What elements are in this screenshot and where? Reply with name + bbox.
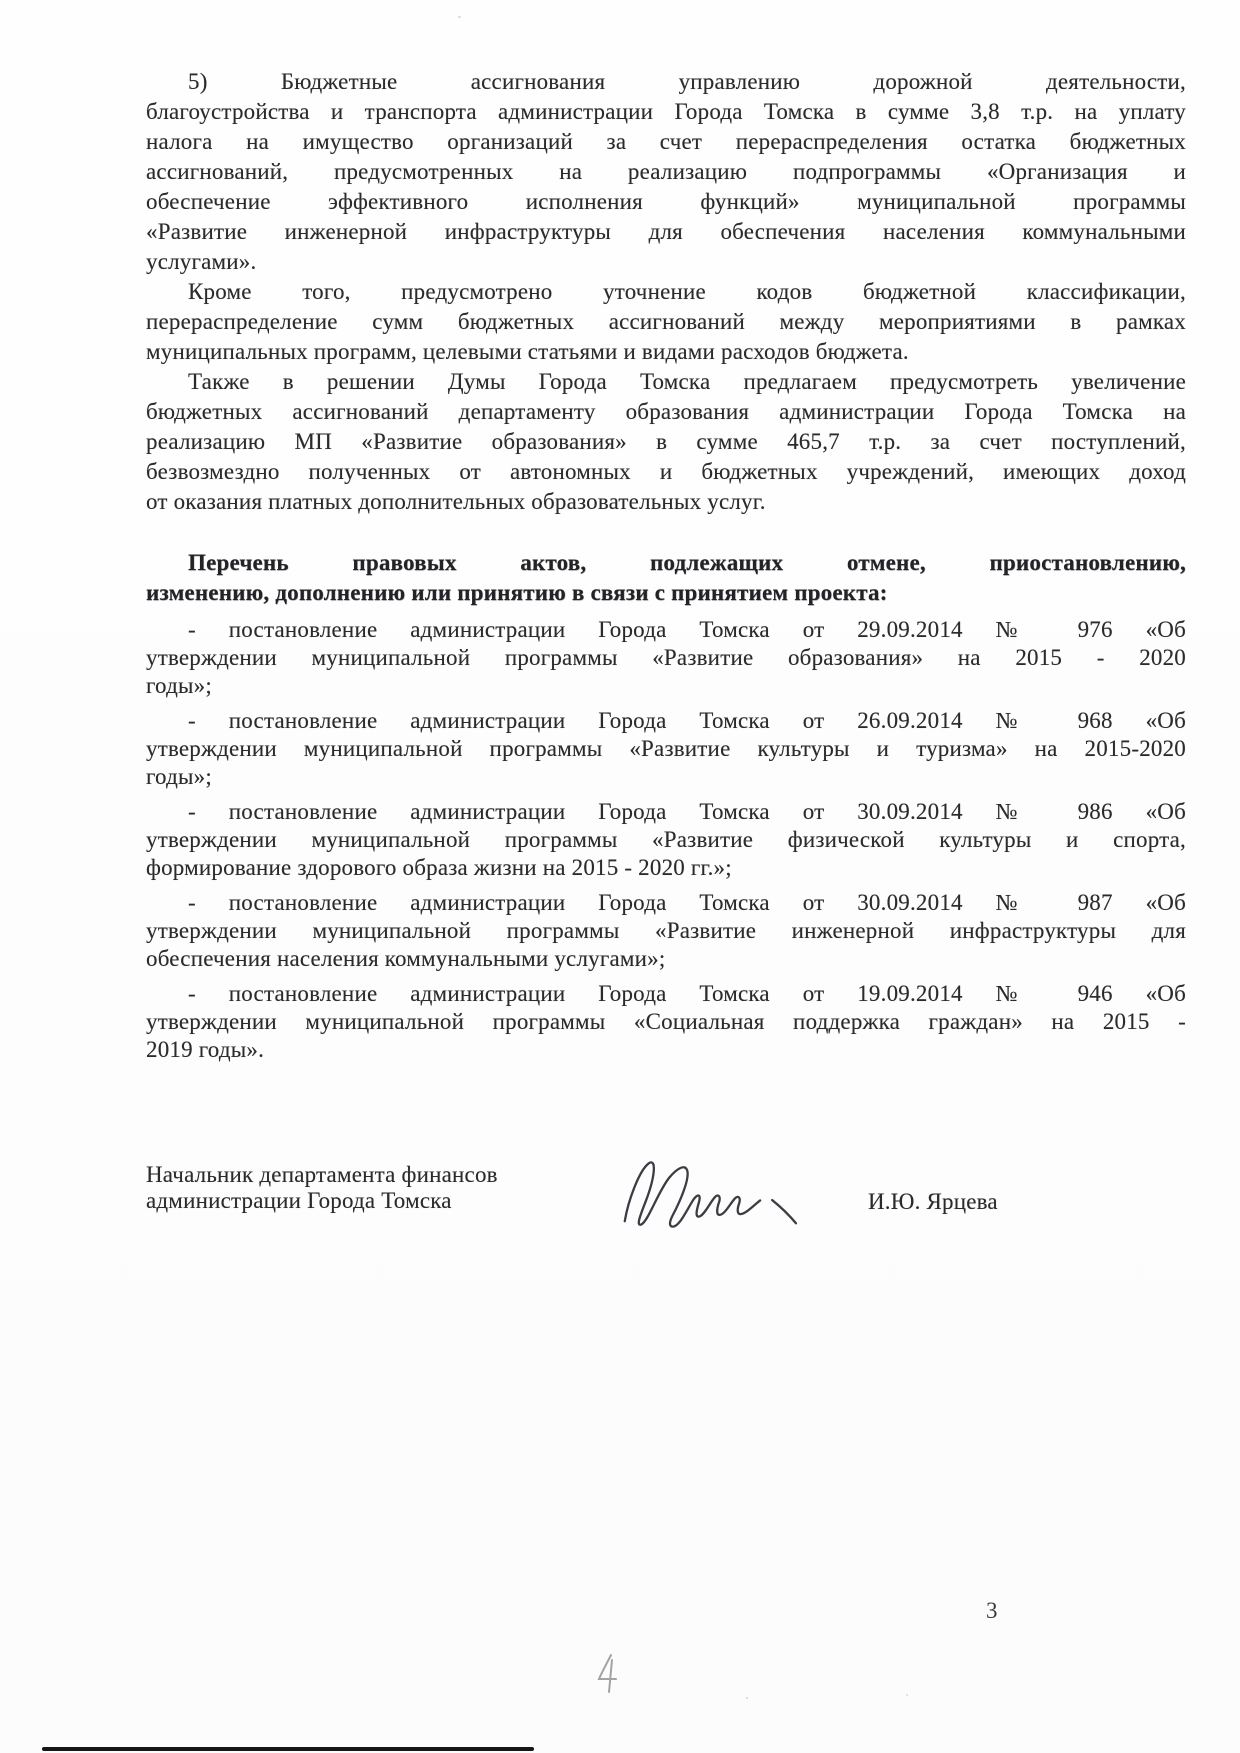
text-line: утверждении муниципальной программы «Развитие культуры и туризма» на 2015-2020	[146, 736, 1186, 761]
text-line: утверждении муниципальной программы «Социальная поддержка граждан» на 2015 -	[146, 1009, 1186, 1034]
text-line: - постановление администрации Города Томска от 26.09.2014 № 968 «Об	[188, 708, 1186, 733]
scan-speck	[458, 16, 461, 18]
signer-position-line: Начальник департамента финансов	[146, 1162, 498, 1187]
text-line: реализацию МП «Развитие образования» в сумме 465,7 т.р. за счет поступлений,	[146, 429, 1186, 454]
handwritten-page-number-icon	[597, 1653, 621, 1695]
handwritten-signature-icon	[614, 1147, 817, 1249]
text-line: годы»;	[146, 764, 212, 789]
list-item-resolution-987	[146, 889, 1186, 973]
text-line: - постановление администрации Города Томска от 19.09.2014 № 946 «Об	[188, 981, 1186, 1006]
text-line: - постановление администрации Города Томска от 30.09.2014 № 987 «Об	[188, 890, 1186, 915]
text-line: утверждении муниципальной программы «Развитие физической культуры и спорта,	[146, 827, 1186, 852]
text-line: Кроме того, предусмотрено уточнение кодов бюджетной классификации,	[188, 279, 1186, 304]
paragraph-budget-codes	[146, 277, 1186, 367]
legal-acts-list-heading	[146, 548, 1186, 608]
signer-position	[146, 1162, 606, 1214]
list-item-resolution-968	[146, 707, 1186, 791]
scan-speck	[746, 1697, 748, 1699]
text-line: перераспределение сумм бюджетных ассигнований между мероприятиями в рамках	[146, 309, 1186, 334]
paragraph-budget-allocations	[146, 67, 1186, 277]
text-line: обеспечение эффективного исполнения функций» муниципальной программы	[146, 189, 1186, 214]
document-text	[146, 67, 1186, 1071]
text-line: 5) Бюджетные ассигнования управлению дорожной деятельности,	[188, 69, 1186, 94]
heading-line: Перечень правовых актов, подлежащих отмене, приостановлению,	[188, 550, 1186, 575]
scan-speck	[906, 1694, 908, 1696]
text-line: муниципальных программ, целевыми статьями и видами расходов бюджета.	[146, 339, 909, 364]
list-item-resolution-976	[146, 616, 1186, 700]
paragraph-duma-proposal	[146, 367, 1186, 517]
text-line: - постановление администрации Города Томска от 30.09.2014 № 986 «Об	[188, 799, 1186, 824]
signer-position-line: администрации Города Томска	[146, 1188, 452, 1213]
text-line: 2019 годы».	[146, 1037, 265, 1062]
page-number: 3	[986, 1598, 998, 1623]
text-line: услугами».	[146, 249, 257, 274]
list-item-resolution-986	[146, 798, 1186, 882]
text-line: от оказания платных дополнительных образовательных услуг.	[146, 489, 766, 514]
text-line: утверждении муниципальной программы «Развитие инженерной инфраструктуры для	[146, 918, 1186, 943]
text-line: утверждении муниципальной программы «Развитие образования» на 2015 - 2020	[146, 645, 1186, 670]
text-line: формирование здорового образа жизни на 2015 - 2020 гг.»;	[146, 855, 732, 880]
text-line: безвозмездно полученных от автономных и бюджетных учреждений, имеющих доход	[146, 459, 1186, 484]
text-line: Также в решении Думы Города Томска предлагаем предусмотреть увеличение	[188, 369, 1186, 394]
text-line: налога на имущество организаций за счет перераспределения остатка бюджетных	[146, 129, 1186, 154]
text-line: - постановление администрации Города Томска от 29.09.2014 № 976 «Об	[188, 617, 1186, 642]
signer-name: И.Ю. Ярцева	[868, 1189, 998, 1214]
heading-line: изменению, дополнению или принятию в связи с принятием проекта:	[146, 580, 888, 605]
text-line: ассигнований, предусмотренных на реализацию подпрограммы «Организация и	[146, 159, 1186, 184]
text-line: благоустройства и транспорта администрации Города Томска в сумме 3,8 т.р. на уплату	[146, 99, 1186, 124]
text-line: «Развитие инженерной инфраструктуры для обеспечения населения коммунальными	[146, 219, 1186, 244]
scan-edge-artifact	[42, 1747, 534, 1751]
text-line: обеспечения населения коммунальными услугами»;	[146, 946, 666, 971]
text-line: бюджетных ассигнований департаменту образования администрации Города Томска на	[146, 399, 1186, 424]
list-item-resolution-946	[146, 980, 1186, 1064]
text-line: годы»;	[146, 673, 212, 698]
